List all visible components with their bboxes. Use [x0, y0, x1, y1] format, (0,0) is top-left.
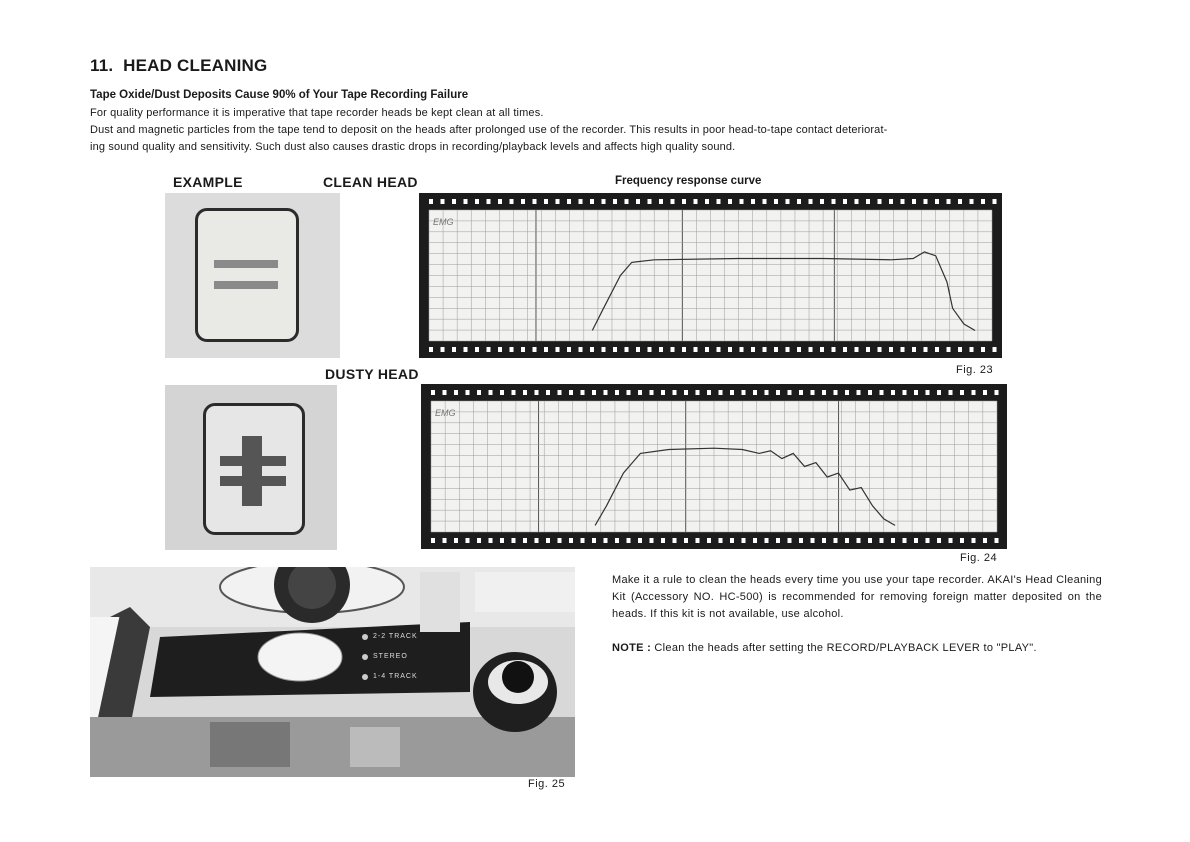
sprocket-hole — [776, 538, 780, 543]
sprocket-hole — [937, 538, 941, 543]
sprocket-hole — [452, 347, 456, 352]
sprocket-hole — [521, 347, 525, 352]
sprocket-hole — [983, 390, 987, 395]
section-title — [90, 56, 267, 76]
sprocket-hole — [487, 199, 491, 204]
sprocket-hole — [558, 390, 562, 395]
sprocket-hole — [546, 538, 550, 543]
sprocket-hole — [719, 390, 723, 395]
sprocket-hole — [914, 390, 918, 395]
sprocket-hole — [855, 347, 859, 352]
sprocket-hole — [579, 199, 583, 204]
sprocket-hole — [717, 199, 721, 204]
sprocket-hole — [498, 199, 502, 204]
sprocket-hole — [627, 538, 631, 543]
sprocket-hole — [753, 390, 757, 395]
sprocket-hole — [556, 199, 560, 204]
sprocket-hole — [983, 538, 987, 543]
note-text: Clean the heads after setting the RECORD/PLAYBACK LEVER to "PLAY". — [651, 642, 1037, 654]
frequency-chart-clean — [419, 193, 1002, 358]
sprocket-hole — [661, 390, 665, 395]
frequency-chart-dusty-svg — [421, 384, 1007, 549]
fig-25-caption: Fig. 25 — [528, 778, 566, 790]
sprocket-hole — [960, 538, 964, 543]
sprocket-hole — [949, 390, 953, 395]
sprocket-hole — [602, 347, 606, 352]
sprocket-hole — [489, 390, 493, 395]
sprocket-hole — [719, 538, 723, 543]
sprocket-hole — [613, 347, 617, 352]
sprocket-hole — [544, 199, 548, 204]
sprocket-hole — [751, 199, 755, 204]
sprocket-hole — [880, 390, 884, 395]
sprocket-hole — [696, 390, 700, 395]
sprocket-hole — [981, 199, 985, 204]
sprocket-hole — [464, 347, 468, 352]
sprocket-hole — [845, 538, 849, 543]
fig-24-caption: Fig. 24 — [960, 552, 998, 564]
sprocket-hole — [926, 390, 930, 395]
sprocket-hole — [523, 538, 527, 543]
sprocket-hole — [466, 390, 470, 395]
intro-line-2: Dust and magnetic particles from the tape tend to deposit on the heads after prolonged use of the recorder. This results in poor head-to-tape contact deteriorat- — [90, 124, 888, 136]
sprocket-hole — [901, 199, 905, 204]
example-label: EXAMPLE — [173, 174, 243, 190]
sprocket-hole — [592, 538, 596, 543]
sprocket-hole — [889, 199, 893, 204]
sprocket-hole — [857, 538, 861, 543]
sprocket-hole — [912, 199, 916, 204]
sprocket-hole — [454, 390, 458, 395]
sprocket-hole — [763, 347, 767, 352]
sprocket-hole — [972, 538, 976, 543]
sprocket-hole — [947, 199, 951, 204]
sprocket-hole — [567, 199, 571, 204]
tape-deck-illustration — [90, 567, 575, 777]
sprocket-hole — [487, 347, 491, 352]
fig-23-caption: Fig. 23 — [956, 364, 994, 376]
sprocket-hole — [569, 538, 573, 543]
sprocket-hole — [868, 538, 872, 543]
sprocket-hole — [707, 390, 711, 395]
sprocket-hole — [544, 347, 548, 352]
sprocket-hole — [788, 390, 792, 395]
sprocket-hole — [774, 347, 778, 352]
sprocket-hole — [625, 199, 629, 204]
sprocket-hole — [843, 199, 847, 204]
sprocket-hole — [650, 538, 654, 543]
sprocket-hole — [914, 538, 918, 543]
sprocket-hole — [981, 347, 985, 352]
sprocket-hole — [590, 199, 594, 204]
note-paragraph — [612, 640, 1102, 657]
sprocket-hole — [627, 390, 631, 395]
sprocket-hole — [694, 199, 698, 204]
sprocket-hole — [602, 199, 606, 204]
sprocket-hole — [684, 390, 688, 395]
sprocket-hole — [740, 347, 744, 352]
sprocket-hole — [891, 390, 895, 395]
sprocket-hole — [786, 347, 790, 352]
sprocket-hole — [730, 538, 734, 543]
sprocket-hole — [730, 390, 734, 395]
sprocket-hole — [820, 199, 824, 204]
sprocket-hole — [512, 538, 516, 543]
sprocket-hole — [521, 199, 525, 204]
sprocket-hole — [993, 347, 997, 352]
sprocket-hole — [935, 347, 939, 352]
sprocket-hole — [765, 390, 769, 395]
dusty-head-image — [203, 403, 305, 535]
sprocket-hole — [868, 390, 872, 395]
sprocket-hole — [763, 199, 767, 204]
sprocket-hole — [429, 199, 433, 204]
sprocket-hole — [935, 199, 939, 204]
sprocket-hole — [696, 538, 700, 543]
sprocket-hole — [443, 538, 447, 543]
sprocket-hole — [751, 347, 755, 352]
sprocket-hole — [765, 538, 769, 543]
sprocket-hole — [592, 390, 596, 395]
chart-brand-dusty: EMG — [435, 408, 456, 418]
sprocket-hole — [510, 199, 514, 204]
dusty-head-label: DUSTY HEAD — [325, 366, 419, 382]
sprocket-hole — [512, 390, 516, 395]
sprocket-hole — [682, 199, 686, 204]
sprocket-hole — [475, 199, 479, 204]
sprocket-hole — [889, 347, 893, 352]
sprocket-hole — [937, 390, 941, 395]
sprocket-hole — [822, 538, 826, 543]
sprocket-hole — [972, 390, 976, 395]
sprocket-hole — [995, 390, 999, 395]
sprocket-hole — [443, 390, 447, 395]
sprocket-hole — [707, 538, 711, 543]
sprocket-hole — [811, 538, 815, 543]
sprocket-hole — [753, 538, 757, 543]
sprocket-hole — [533, 199, 537, 204]
frequency-curve-label: Frequency response curve — [615, 175, 762, 187]
sprocket-hole — [615, 538, 619, 543]
sprocket-hole — [705, 347, 709, 352]
sprocket-hole — [845, 390, 849, 395]
sprocket-hole — [809, 199, 813, 204]
intro-line-3: ing sound quality and sensitivity. Such dust also causes drastic drops in recording/playback levels and affects high quality sound. — [90, 141, 736, 153]
subtitle: Tape Oxide/Dust Deposits Cause 90% of Your Tape Recording Failure — [90, 89, 469, 101]
sprocket-hole — [523, 390, 527, 395]
sprocket-hole — [581, 538, 585, 543]
clean-head-label: CLEAN HEAD — [323, 174, 418, 190]
track-label-2: STEREO — [373, 653, 408, 660]
sprocket-hole — [728, 199, 732, 204]
sprocket-hole — [533, 347, 537, 352]
sprocket-hole — [774, 199, 778, 204]
sprocket-hole — [466, 538, 470, 543]
sprocket-hole — [891, 538, 895, 543]
sprocket-hole — [638, 538, 642, 543]
sprocket-hole — [809, 347, 813, 352]
sprocket-hole — [535, 538, 539, 543]
sprocket-hole — [673, 538, 677, 543]
sprocket-hole — [912, 347, 916, 352]
sprocket-hole — [880, 538, 884, 543]
sprocket-hole — [878, 199, 882, 204]
tape-deck-photo — [90, 567, 575, 777]
sprocket-hole — [820, 347, 824, 352]
sprocket-hole — [535, 390, 539, 395]
track-label-1: 2-2 TRACK — [373, 633, 418, 640]
section-title-text: HEAD CLEANING — [123, 56, 268, 75]
sprocket-hole — [441, 347, 445, 352]
sprocket-hole — [431, 390, 435, 395]
sprocket-hole — [569, 390, 573, 395]
sprocket-hole — [903, 538, 907, 543]
sprocket-hole — [650, 390, 654, 395]
sprocket-hole — [558, 538, 562, 543]
sprocket-hole — [604, 390, 608, 395]
sprocket-hole — [705, 199, 709, 204]
sprocket-hole — [477, 538, 481, 543]
clean-head-photo — [165, 193, 340, 358]
sprocket-hole — [441, 199, 445, 204]
sprocket-hole — [613, 199, 617, 204]
sprocket-hole — [604, 538, 608, 543]
sprocket-hole — [648, 199, 652, 204]
sprocket-hole — [684, 538, 688, 543]
sprocket-hole — [903, 390, 907, 395]
note-label: NOTE : — [612, 642, 652, 654]
sprocket-hole — [671, 347, 675, 352]
sprocket-hole — [694, 347, 698, 352]
sprocket-hole — [590, 347, 594, 352]
sprocket-hole — [615, 390, 619, 395]
clean-head-image — [195, 208, 299, 342]
sprocket-hole — [742, 538, 746, 543]
sprocket-hole — [832, 199, 836, 204]
sprocket-hole — [636, 199, 640, 204]
sprocket-hole — [740, 199, 744, 204]
sprocket-hole — [947, 347, 951, 352]
sprocket-hole — [834, 390, 838, 395]
sprocket-hole — [500, 538, 504, 543]
sprocket-hole — [797, 199, 801, 204]
sprocket-hole — [500, 390, 504, 395]
chart-brand-clean: EMG — [433, 217, 454, 227]
sprocket-hole — [993, 199, 997, 204]
sprocket-hole — [866, 347, 870, 352]
dusty-head-photo — [165, 385, 337, 550]
intro-line-1: For quality performance it is imperative that tape recorder heads be kept clean at all times. — [90, 107, 544, 119]
sprocket-hole — [659, 199, 663, 204]
sprocket-hole — [924, 347, 928, 352]
sprocket-hole — [742, 390, 746, 395]
sprocket-hole — [429, 347, 433, 352]
sprocket-hole — [949, 538, 953, 543]
sprocket-hole — [834, 538, 838, 543]
frequency-chart-clean-svg — [419, 193, 1002, 358]
sprocket-hole — [454, 538, 458, 543]
sprocket-hole — [799, 538, 803, 543]
sprocket-hole — [857, 390, 861, 395]
sprocket-hole — [799, 390, 803, 395]
sprocket-hole — [878, 347, 882, 352]
section-number: 11. — [90, 56, 114, 75]
track-label-3: 1-4 TRACK — [373, 673, 418, 680]
sprocket-hole — [567, 347, 571, 352]
sprocket-hole — [661, 538, 665, 543]
sprocket-hole — [489, 538, 493, 543]
sprocket-hole — [671, 199, 675, 204]
sprocket-hole — [648, 347, 652, 352]
sprocket-hole — [673, 390, 677, 395]
sprocket-hole — [822, 390, 826, 395]
frequency-chart-dusty — [421, 384, 1007, 549]
sprocket-hole — [995, 538, 999, 543]
sprocket-hole — [901, 347, 905, 352]
sprocket-hole — [811, 390, 815, 395]
sprocket-hole — [788, 538, 792, 543]
instructions-paragraph: Make it a rule to clean the heads every time you use your tape recorder. AKAI's Head Cleaning Kit (Accessory NO. HC-500) is recommended for removing foreign matter deposited on the heads. If this kit is not available, use alcohol. — [612, 574, 1102, 620]
sprocket-hole — [855, 199, 859, 204]
sprocket-hole — [797, 347, 801, 352]
sprocket-hole — [477, 390, 481, 395]
sprocket-hole — [581, 390, 585, 395]
sprocket-hole — [464, 199, 468, 204]
sprocket-hole — [510, 347, 514, 352]
sprocket-hole — [728, 347, 732, 352]
sprocket-hole — [717, 347, 721, 352]
sprocket-hole — [843, 347, 847, 352]
sprocket-hole — [776, 390, 780, 395]
sprocket-hole — [579, 347, 583, 352]
sprocket-hole — [926, 538, 930, 543]
sprocket-hole — [659, 347, 663, 352]
sprocket-hole — [682, 347, 686, 352]
sprocket-hole — [638, 390, 642, 395]
sprocket-hole — [832, 347, 836, 352]
sprocket-hole — [556, 347, 560, 352]
sprocket-hole — [866, 199, 870, 204]
sprocket-hole — [431, 538, 435, 543]
sprocket-hole — [958, 199, 962, 204]
sprocket-hole — [475, 347, 479, 352]
sprocket-hole — [498, 347, 502, 352]
sprocket-hole — [970, 199, 974, 204]
sprocket-hole — [958, 347, 962, 352]
sprocket-hole — [786, 199, 790, 204]
sprocket-hole — [636, 347, 640, 352]
sprocket-hole — [960, 390, 964, 395]
sprocket-hole — [625, 347, 629, 352]
sprocket-hole — [924, 199, 928, 204]
sprocket-hole — [452, 199, 456, 204]
sprocket-hole — [970, 347, 974, 352]
sprocket-hole — [546, 390, 550, 395]
